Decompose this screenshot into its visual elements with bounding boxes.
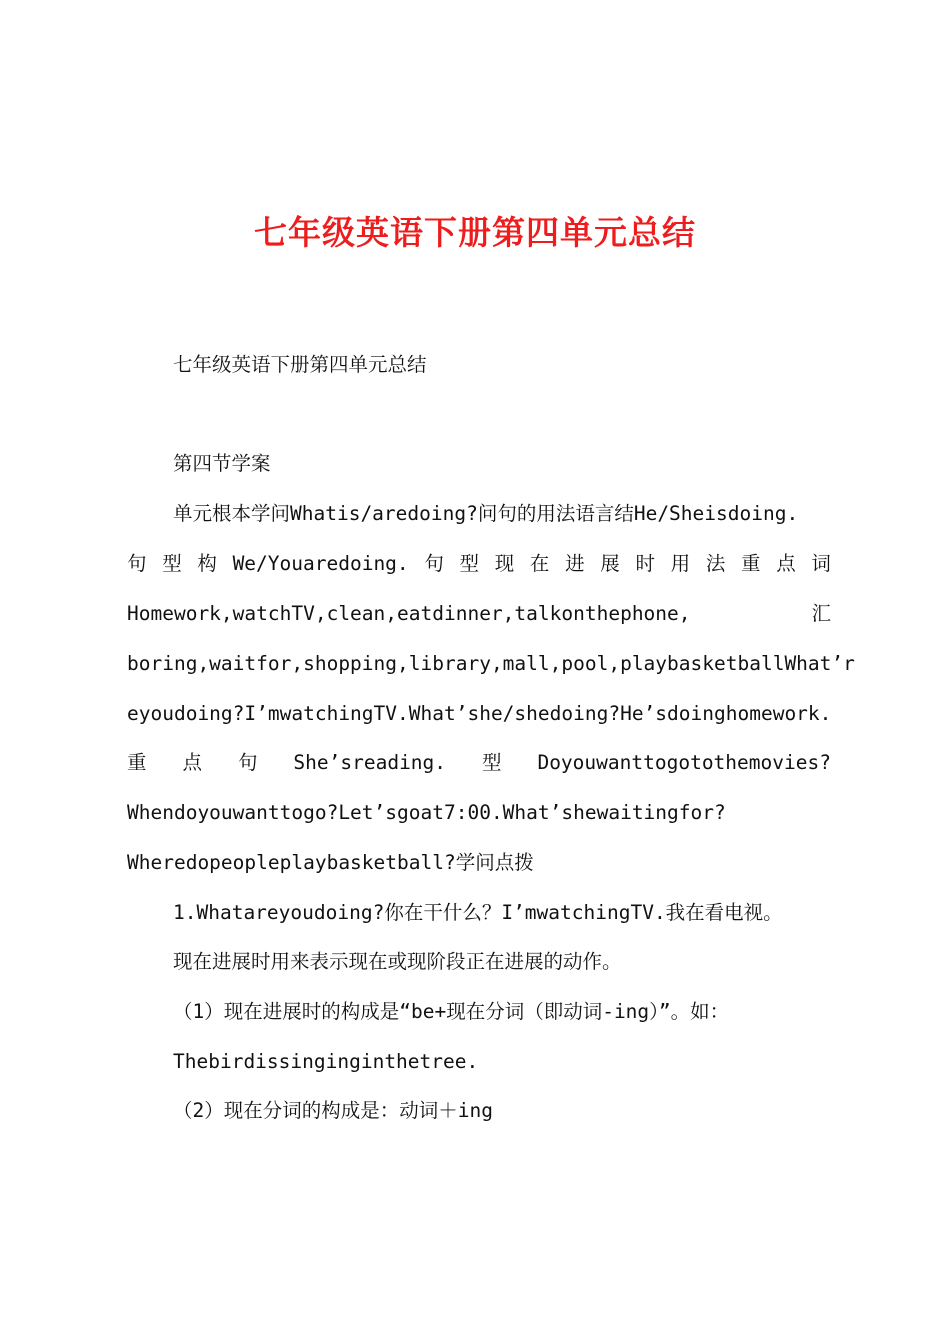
word: 时: [635, 552, 655, 575]
word: 点: [776, 552, 796, 575]
item-1: 1.Whatareyoudoing?你在干什么？I’mwatchingTV.我在看电视。: [173, 901, 783, 924]
word: 构: [197, 552, 217, 575]
word: 现: [494, 552, 515, 575]
word: We/Youaredoing.: [232, 552, 409, 575]
word: She’sreading.: [293, 751, 447, 774]
word: 展: [600, 552, 620, 575]
point-2: （2）现在分词的构成是：动词＋ing: [173, 1099, 493, 1122]
item-1-note: 现在进展时用来表示现在或现阶段正在进展的动作。: [173, 950, 622, 973]
word: 句: [237, 751, 258, 774]
word: Doyouwanttogotothemovies?: [537, 751, 831, 774]
paragraph-line-2: [127, 548, 831, 580]
word: 重: [741, 552, 761, 575]
word: 句: [424, 552, 444, 575]
document-title: 七年级英语下册第四单元总结: [254, 213, 696, 252]
document-subtitle: 七年级英语下册第四单元总结: [173, 353, 427, 376]
word: 在: [529, 552, 550, 575]
paragraph-line-7: Whendoyouwanttogo?Let’sgoat7:00.What’shewaitingfor?: [127, 801, 726, 824]
word: 型: [481, 751, 502, 774]
word: 进: [565, 552, 585, 575]
paragraph-line-8: Wheredopeopleplaybasketball?学问点拨: [127, 851, 534, 874]
word: 汇: [811, 602, 831, 625]
word: 点: [182, 751, 202, 774]
word: 用: [670, 552, 691, 575]
word: 型: [162, 552, 182, 575]
paragraph-line-5: eyoudoing?I’mwatchingTV.What’she/shedoing?He’sdoinghomework.: [127, 702, 832, 725]
word: 词: [811, 552, 831, 575]
word: 重: [127, 751, 147, 774]
word: 法: [705, 552, 726, 575]
word: Homework,watchTV,clean,eatdinner,talkonthephone,: [127, 602, 691, 625]
word: 型: [459, 552, 480, 575]
paragraph-line-4: boring,waitfor,shopping,library,mall,pool,playbasketballWhat’r: [127, 652, 855, 675]
paragraph-line-3: [127, 598, 831, 630]
word: 句: [127, 552, 147, 575]
point-1-example: Thebirdissinginginthetree.: [173, 1050, 479, 1073]
paragraph-line-1: 单元根本学问Whatis/aredoing?问句的用法语言结He/Sheisdoing.: [173, 502, 799, 525]
section-heading: 第四节学案: [173, 452, 271, 475]
paragraph-line-6: [127, 747, 831, 779]
point-1: （1）现在进展时的构成是“be+现在分词（即动词-ing）”。如：: [173, 1000, 730, 1023]
